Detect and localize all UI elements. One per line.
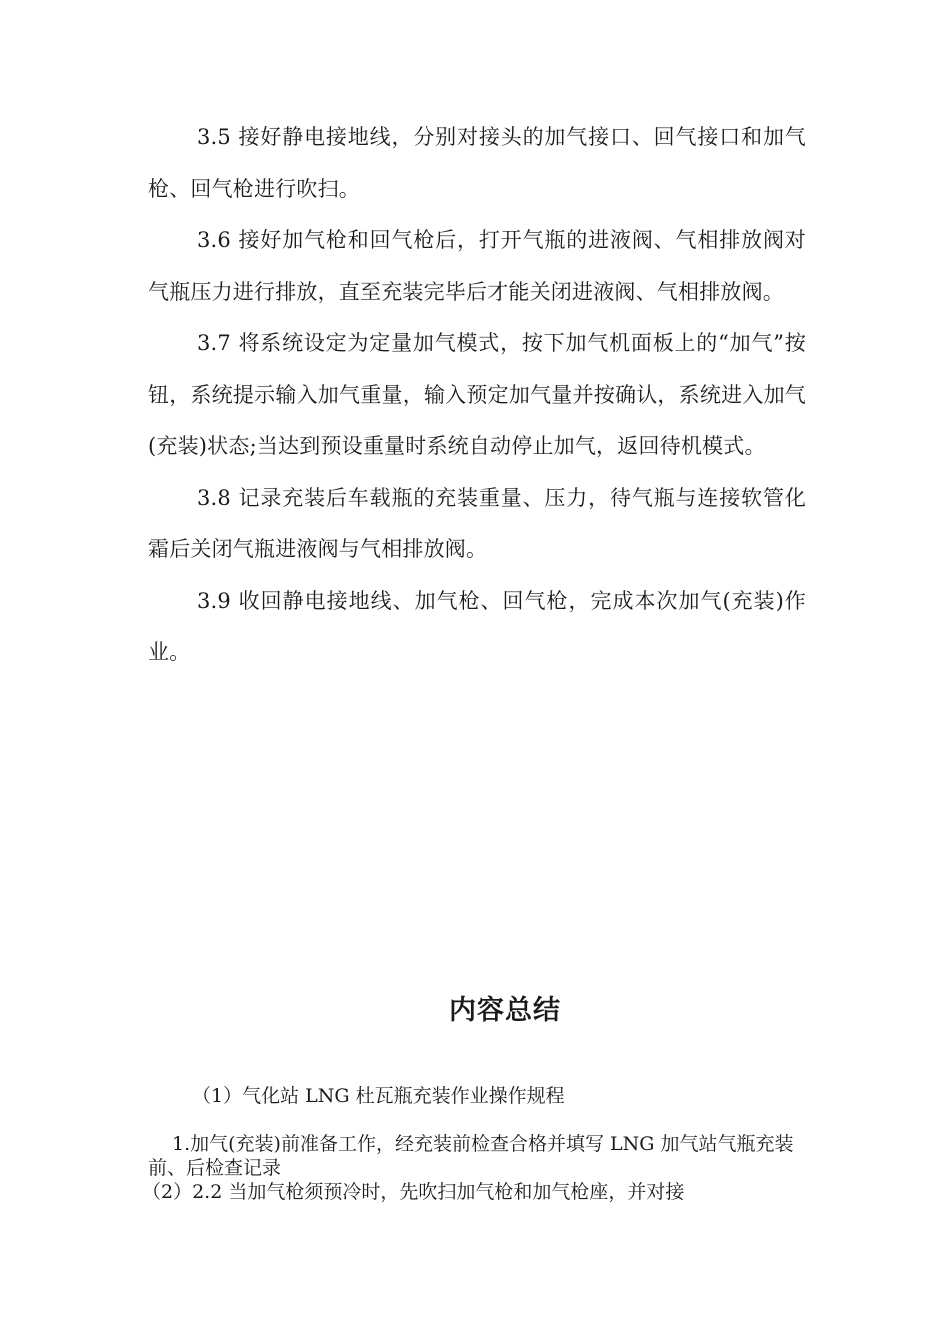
- paragraph-3-7: 3.7 将系统设定为定量加气模式，按下加气机面板上的“加气”按钮，系统提示输入加气重量，输入预定加气量并按确认，系统进入加气(充装)状态;当达到预设重量时系统自动停止加气，返回待机模式。: [148, 331, 806, 458]
- summary-item-1: （1）气化站 LNG 杜瓦瓶充装作业操作规程: [192, 1085, 565, 1107]
- summary-item-2: 1.加气(充装)前准备工作，经充装前检查合格并填写 LNG 加气站气瓶充装前、后检查记录: [148, 1133, 794, 1179]
- document-body: [148, 112, 806, 679]
- summary-section: [142, 1084, 806, 1204]
- summary-title: 内容总结: [449, 995, 561, 1026]
- paragraph-3-8: 3.8 记录充装后车载瓶的充装重量、压力，待气瓶与连接软管化霜后关闭气瓶进液阀与气相排放阀。: [148, 485, 806, 561]
- paragraph-3-9: 3.9 收回静电接地线、加气枪、回气枪，完成本次加气(充装)作业。: [148, 588, 806, 664]
- paragraph-3-6: 3.6 接好加气枪和回气枪后，打开气瓶的进液阀、气相排放阀对气瓶压力进行排放，直至充装完毕后才能关闭进液阀、气相排放阀。: [148, 228, 806, 304]
- summary-item-3: （2）2.2 当加气枪须预冷时，先吹扫加气枪和加气枪座，并对接: [142, 1181, 685, 1203]
- paragraph-3-5: 3.5 接好静电接地线，分别对接头的加气接口、回气接口和加气枪、回气枪进行吹扫。: [148, 125, 806, 201]
